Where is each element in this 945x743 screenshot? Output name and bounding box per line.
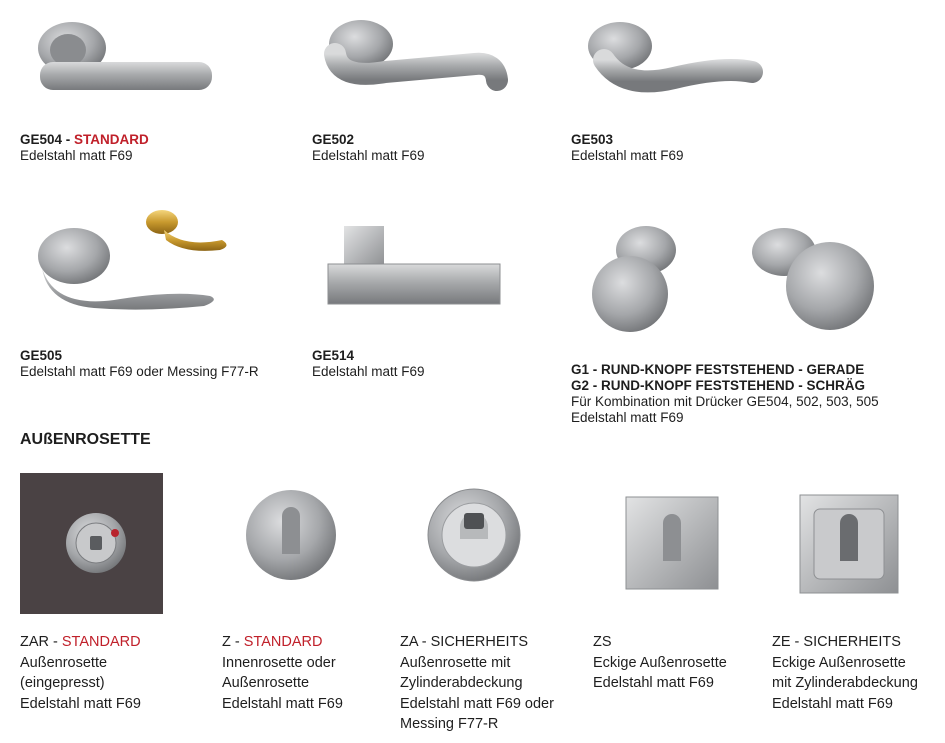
standard-label: STANDARD <box>61 634 141 650</box>
caption-ge504 <box>20 132 149 164</box>
lever-handle-square-icon <box>326 224 506 310</box>
security-rosette-icon <box>426 487 522 583</box>
material-text: Edelstahl matt F69 <box>222 695 343 712</box>
knob-g1-label: G1 - RUND-KNOPF FESTSTEHEND - GERADE <box>571 362 865 377</box>
round-knob-icon <box>588 224 878 334</box>
code-separator: - <box>62 132 75 147</box>
caption-zar <box>20 632 141 714</box>
description-text: Außenrosette <box>222 675 310 691</box>
lever-handle-drop-icon <box>34 204 230 316</box>
material-text: Edelstahl matt F69 <box>312 364 425 379</box>
standard-label: STANDARD <box>74 132 149 147</box>
product-code: ZA - SICHERHEITS <box>400 634 529 650</box>
material-text: Edelstahl matt F69 <box>593 675 714 691</box>
material-text: Edelstahl matt F69 <box>571 148 684 163</box>
caption-knobs <box>571 362 879 426</box>
material-text: Edelstahl matt F69 oder Messing F77-R <box>20 364 259 379</box>
lever-handle-u-shape-icon <box>325 10 515 88</box>
code-separator: - <box>230 634 244 650</box>
square-security-rosette-icon <box>800 495 898 593</box>
description-text: Außenrosette mit <box>400 654 511 671</box>
standard-label: STANDARD <box>243 634 323 650</box>
material-text: Edelstahl matt F69 oder <box>400 695 554 712</box>
section-title: AUßENROSETTE <box>20 431 151 448</box>
lever-handle-curved-icon <box>584 12 768 94</box>
description-text: Innenrosette oder <box>222 654 336 671</box>
material-text: Messing F77-R <box>400 716 499 732</box>
caption-za <box>400 632 554 735</box>
material-text: Edelstahl matt F69 <box>20 695 141 712</box>
square-rosette-icon <box>626 497 718 589</box>
product-code: GE514 <box>312 348 355 363</box>
description-text: Außenrosette <box>20 654 108 671</box>
material-text: Edelstahl matt F69 <box>20 148 133 163</box>
description-text: Eckige Außenrosette <box>772 654 906 671</box>
material-text: Edelstahl matt F69 <box>772 695 893 712</box>
product-code: GE505 <box>20 348 63 363</box>
product-code: GE504 <box>20 132 63 147</box>
pressed-in-rosette-icon <box>20 473 163 614</box>
code-separator: - <box>49 634 62 650</box>
product-code: ZS <box>593 634 612 650</box>
caption-ge514 <box>312 348 425 380</box>
lever-handle-straight-icon <box>34 12 216 96</box>
description-text: Zylinderabdeckung <box>400 675 523 691</box>
product-code: ZE - SICHERHEITS <box>772 634 901 650</box>
product-code: ZAR <box>20 634 49 650</box>
caption-zs <box>593 632 727 694</box>
material-text: Edelstahl matt F69 <box>571 410 684 425</box>
description-text: Eckige Außenrosette <box>593 654 727 671</box>
product-code: Z <box>222 634 231 650</box>
caption-ze <box>772 632 918 714</box>
description-text: (eingepresst) <box>20 675 105 691</box>
caption-z <box>222 632 343 714</box>
description-text: mit Zylinderabdeckung <box>772 675 918 691</box>
knob-g2-label: G2 - RUND-KNOPF FESTSTEHEND - SCHRÄG <box>571 378 866 393</box>
round-rosette-icon <box>244 488 338 582</box>
material-text: Edelstahl matt F69 <box>312 148 425 163</box>
product-code: GE503 <box>571 132 614 147</box>
product-code: GE502 <box>312 132 355 147</box>
caption-ge503 <box>571 132 684 164</box>
combination-text: Für Kombination mit Drücker GE504, 502, 503, 505 <box>571 394 879 409</box>
caption-ge505 <box>20 348 259 380</box>
caption-ge502 <box>312 132 425 164</box>
